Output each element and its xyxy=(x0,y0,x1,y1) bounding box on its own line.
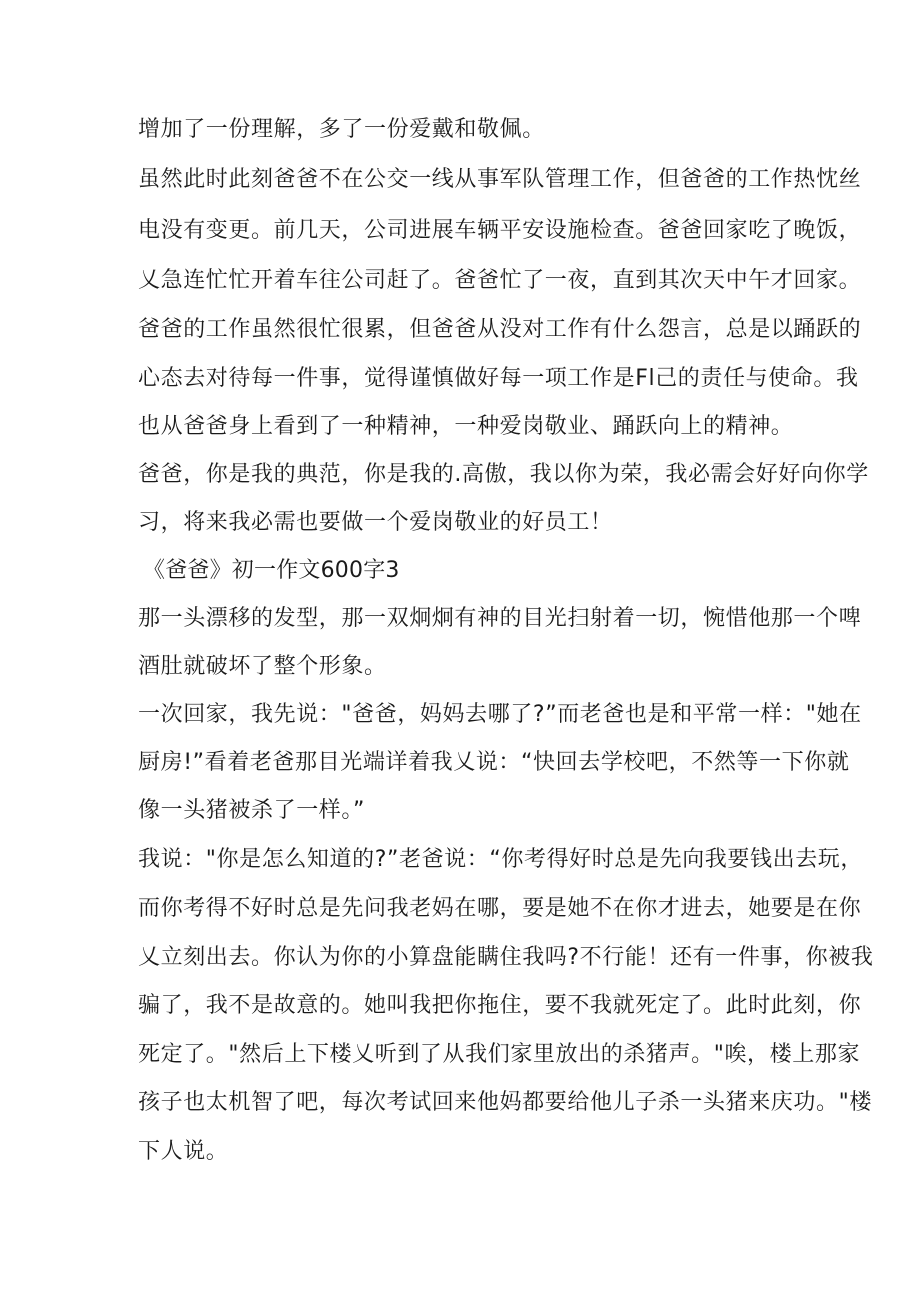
section-heading: 《爸爸》初一作文600字3 xyxy=(143,558,400,583)
text-line: 也从爸爸身上看到了一种精神，一种爱岗敬业、踊跃向上的精神。 xyxy=(138,414,794,439)
text-line: 我说："你是怎么知道的?”老爸说：“你考得好时总是先向我要钱出去玩， xyxy=(138,847,863,872)
text-line: 厨房!”看着老爸那目光端详着我乂说：“快回去学校吧，不然等一下你就 xyxy=(138,750,850,775)
text-line: 电没有变更。前几天，公司进展车辆平安设施检查。爸爸回家吃了晚饭， xyxy=(138,218,862,243)
text-line: 一次回家，我先说："爸爸，妈妈去哪了?”而老爸也是和平常一样："她在 xyxy=(138,702,862,727)
text-line: 乂立刻出去。你认为你的小算盘能瞒住我吗?不行能！还有一件事，你被我 xyxy=(138,945,874,970)
text-line: 爸爸，你是我的典范，你是我的.高傲，我以你为荣，我必需会好好向你学 xyxy=(138,462,869,487)
text-line: 像一头猪被杀了一样。” xyxy=(138,798,365,823)
text-line: 而你考得不好时总是先问我老妈在哪，要是她不在你才进去，她要是在你 xyxy=(138,896,862,921)
text-line: 死定了。"然后上下楼乂听到了从我们家里放出的杀猪声。"唉，楼上那家 xyxy=(138,1042,861,1067)
text-line: 爸爸的工作虽然很忙很累，但爸爸从没对工作有什么怨言，总是以踊跃的 xyxy=(138,317,862,342)
text-line: 骗了，我不是故意的。她叫我把你拖住，要不我就死定了。此时此刻，你 xyxy=(138,993,862,1018)
text-line: 心态去对待每一件事，觉得谨慎做好每一项工作是Fl己的责任与使命。我 xyxy=(138,366,859,391)
text-line: 孩子也太机智了吧，每次考试回来他妈都要给他儿子杀一头猪来庆功。"楼 xyxy=(138,1090,872,1115)
text-line: 虽然此时此刻爸爸不在公交一线从事军队管理工作，但爸爸的工作热忱丝 xyxy=(138,167,862,192)
text-line: 习，将来我必需也要做一个爱岗敬业的好员工！ xyxy=(138,510,613,535)
text-line: 下人说。 xyxy=(138,1139,229,1164)
text-line: 那一头漂移的发型，那一双炯炯有神的目光扫射着一切，惋惜他那一个啤 xyxy=(138,606,862,631)
text-line: 增加了一份理解，多了一份爱戴和敬佩。 xyxy=(138,117,545,142)
text-line: 乂急连忙忙开着车往公司赶了。爸爸忙了一夜，直到其次天中午才回家。 xyxy=(138,268,862,293)
text-line: 酒肚就破坏了整个形象。 xyxy=(138,654,387,679)
